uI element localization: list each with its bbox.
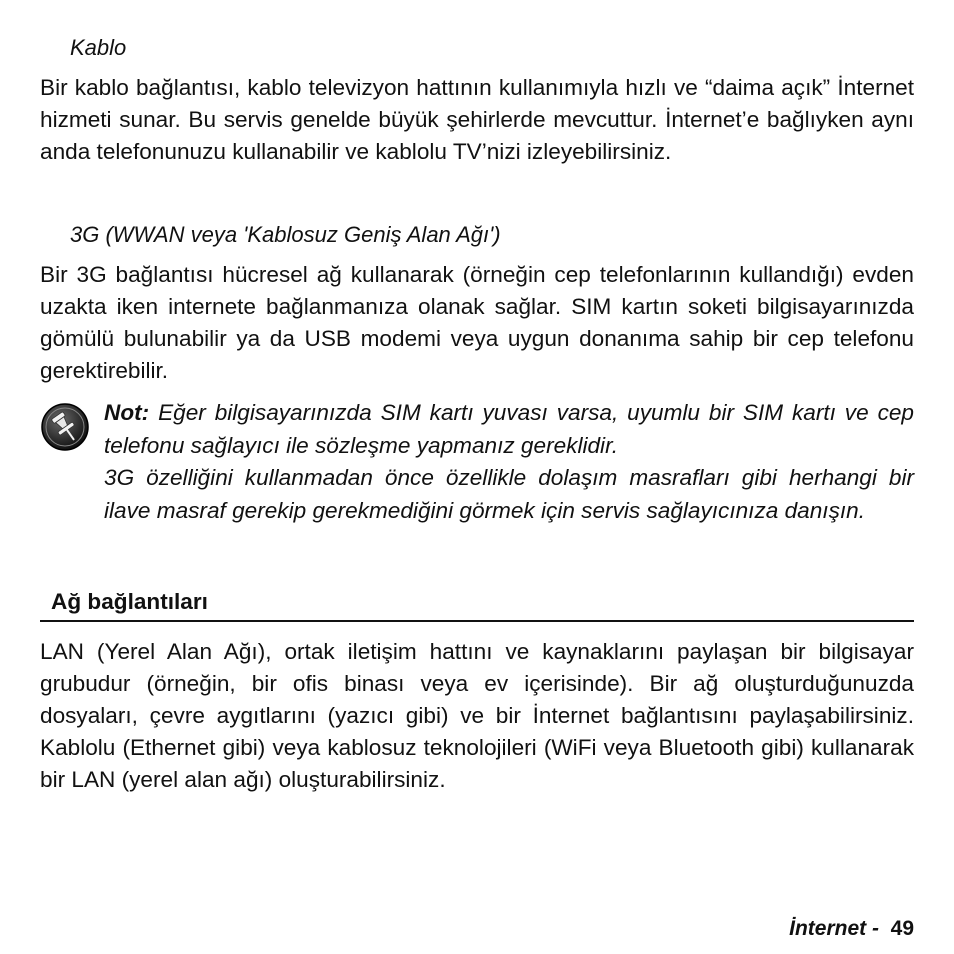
footer-section: İnternet -	[789, 917, 879, 940]
subheading-3g: 3G (WWAN veya 'Kablosuz Geniş Alan Ağı')	[70, 222, 501, 247]
note-block	[104, 397, 914, 527]
section-heading-network	[40, 584, 914, 622]
page-footer	[789, 914, 914, 944]
note-label: Not:	[104, 400, 150, 425]
page-number: 49	[890, 917, 914, 940]
note-text-1: Eğer bilgisayarınızda SIM kartı yuvası varsa, uyumlu bir SIM kartı ve cep telefonu sağlayıcı ile sözleşme yapmanız gereklidir.	[104, 400, 914, 458]
subheading-cable: Kablo	[70, 35, 127, 60]
section-heading-text: Ağ bağlantıları	[51, 589, 208, 614]
paragraph-network: LAN (Yerel Alan Ağı), ortak iletişim hattını ve kaynaklarını paylaşan bir bilgisayar grubudur (örneğin, bir ofis binası veya ev içerisinde). Bir ağ oluşturduğunuzda dosyaları, çevre aygıtlarını (yazıcı gibi) ve bir İnternet bağlantısını paylaşabilirsiniz. Kablolu (Ethernet gibi) veya kablosuz teknolojileri (WiFi veya Bluetooth gibi) kullanarak bir LAN (yerel alan ağı) oluşturabilirsiniz.	[40, 639, 914, 792]
paragraph-3g: Bir 3G bağlantısı hücresel ağ kullanarak (örneğin cep telefonlarının kullandığı) evden uzakta iken internete bağlanmanıza olanak sağlar. SIM kartın soketi bilgisayarınızda gömülü bulunabilir ya da USB modemi veya uygun donanıma sahip bir cep telefonu gerektirebilir.	[40, 262, 914, 383]
paragraph-cable: Bir kablo bağlantısı, kablo televizyon hattının kullanımıyla hızlı ve “daima açık” İnternet hizmeti sunar. Bu servis genelde büyük şehirlerde mevcuttur. İnternet’e bağlıyken aynı anda telefonunuzu kullanabilir ve kablolu TV’nizi izleyebilirsiniz.	[40, 75, 914, 164]
note-text-2: 3G özelliğini kullanmadan önce özellikle dolaşım masrafları gibi herhangi bir ilave masraf gerekip gerekmediğini görmek için servis sağlayıcınıza danışın.	[104, 465, 914, 523]
pushpin-note-icon	[40, 402, 90, 452]
